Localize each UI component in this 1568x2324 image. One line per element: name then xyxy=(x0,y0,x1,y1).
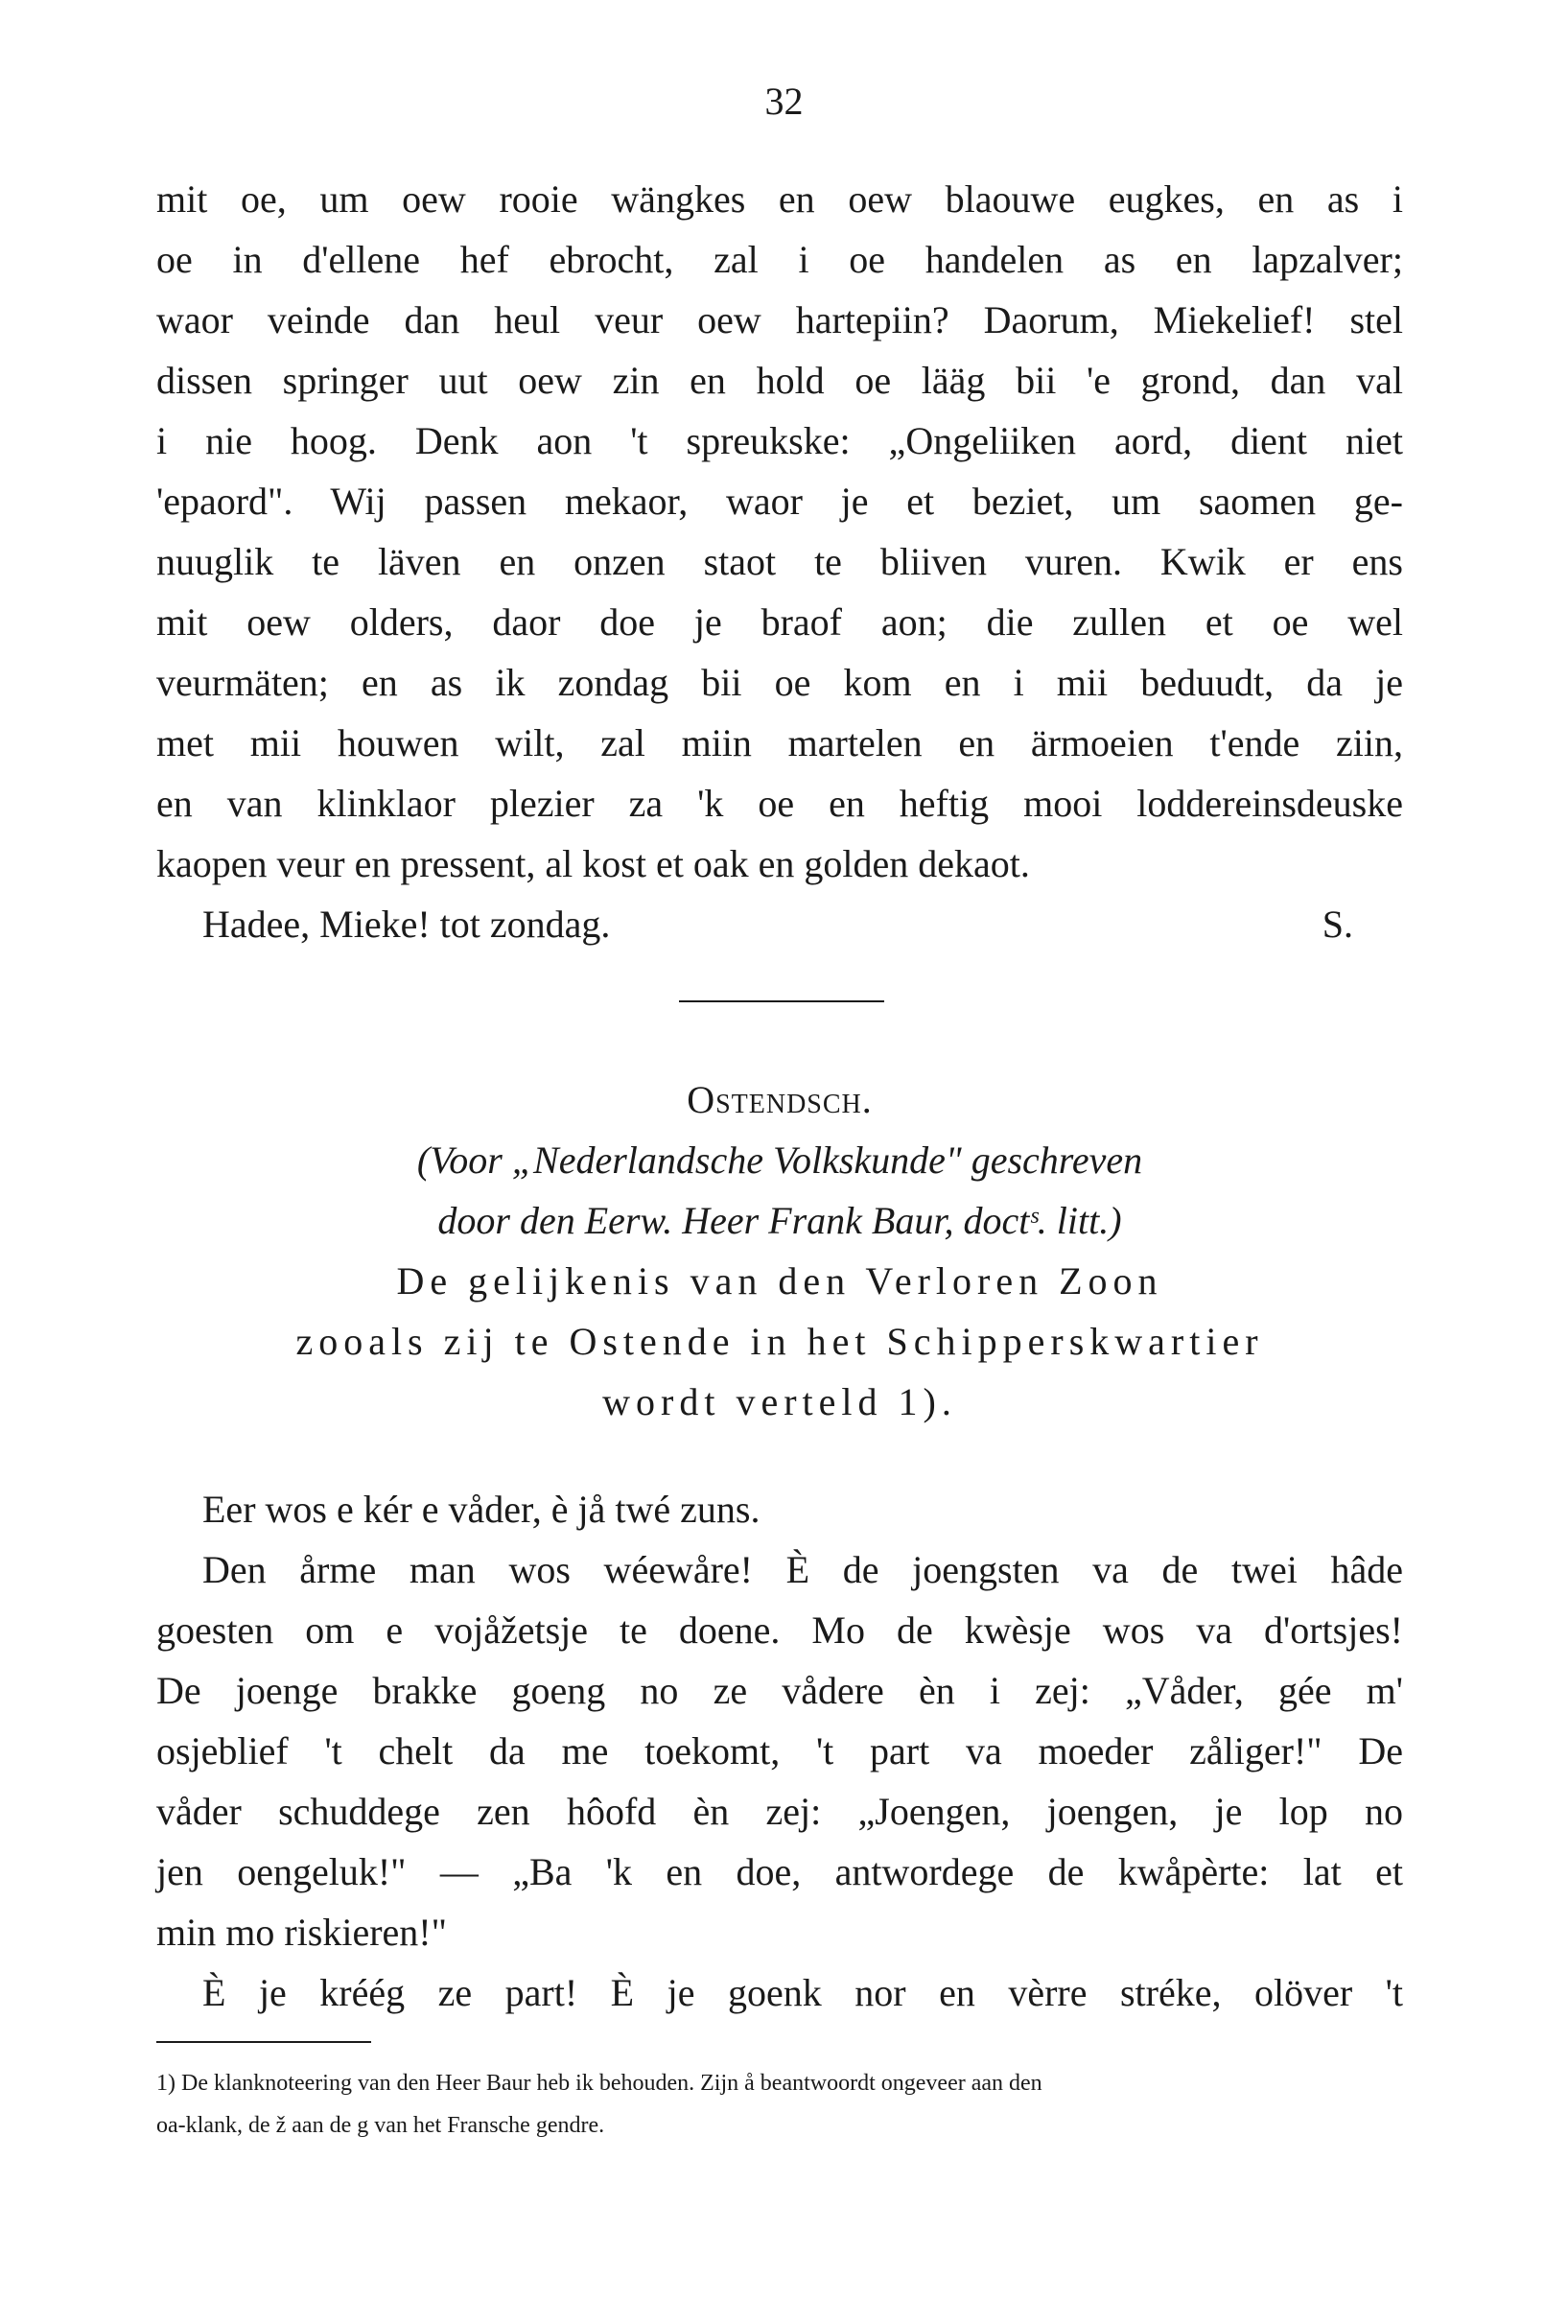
closing-signature: S. xyxy=(1322,903,1353,946)
text-line: waor veinde dan heul veur oew hartepiin? Daorum, Miekelief! stel xyxy=(156,298,1403,341)
story-heading-text: wordt verteld xyxy=(602,1380,883,1423)
text-line: 'epaord". Wij passen mekaor, waor je et beziet, um saomen ge- xyxy=(156,480,1403,523)
closing-greeting: Hadee, Mieke! tot zondag. xyxy=(202,903,611,946)
text-line: È je kréég ze part! È je goenk nor en vèrre stréke, olöver 't xyxy=(202,1971,1403,2014)
text-line: jen oengeluk!" — „Ba 'k en doe, antwordege de kwåpèrte: lat et xyxy=(156,1850,1403,1893)
closing-line xyxy=(156,894,1403,954)
text-line: De joenge brakke goeng no ze vådere èn i zej: „Våder, gée m' xyxy=(156,1669,1403,1712)
text-line: min mo riskieren!" xyxy=(156,1911,447,1954)
section-title: Ostendsch. xyxy=(687,1078,873,1121)
story-heading: De gelijkenis van den Verloren Zoon xyxy=(396,1259,1163,1303)
footnote-text: De klanknoteering van den Heer Baur heb ik behouden. Zijn å beantwoordt ongeveer aan den xyxy=(181,2071,1042,2096)
footnote-divider xyxy=(156,2041,371,2043)
text-line: met mii houwen wilt, zal miin martelen en ärmoeien t'ende ziin, xyxy=(156,721,1403,764)
text-line: veurmäten; en as ik zondag bii oe kom en i mii beduudt, da je xyxy=(156,661,1403,704)
story-heading: zooals zij te Ostende in het Schipperskwartier xyxy=(295,1320,1264,1363)
section-subtitle: (Voor „Nederlandsche Volkskunde" geschreven xyxy=(416,1139,1143,1182)
letter-body xyxy=(156,169,1403,954)
text-line: kaopen veur en pressent, al kost et oak en golden dekaot. xyxy=(156,842,1030,885)
text-line: goesten om e vojåžetsje te doene. Mo de kwèsje wos va d'ortsjes! xyxy=(156,1608,1403,1652)
text-line: i nie hoog. Denk aon 't spreukske: „Ongeliiken aord, dient niet xyxy=(156,419,1403,462)
text-line: en van klinklaor plezier za 'k oe en heftig mooi loddereinsdeuske xyxy=(156,782,1403,825)
text-line: nuuglik te läven en onzen staot te bliiven vuren. Kwik er ens xyxy=(156,540,1403,583)
text-line: osjeblief 't chelt da me toekomt, 't part va moeder zåliger!" De xyxy=(156,1729,1403,1772)
text-line: oe in d'ellene hef ebrocht, zal i oe handelen as en lapzalver; xyxy=(156,238,1403,281)
page-number: 32 xyxy=(764,80,804,123)
footnote-ref: 1). xyxy=(898,1380,957,1423)
story-body xyxy=(156,1479,1403,2023)
text-line: våder schuddege zen hôofd èn zej: „Joengen, joengen, je lop no xyxy=(156,1790,1403,1833)
story-heading xyxy=(156,1372,1403,1432)
text-line: Den årme man wos wéewåre! È de joengsten va de twei hâde xyxy=(202,1548,1403,1591)
text-line: dissen springer uut oew zin en hold oe lääg bii 'e grond, dan val xyxy=(156,359,1403,402)
footnote xyxy=(156,2062,1403,2147)
footnote-line xyxy=(156,2062,1403,2104)
section-subtitle: door den Eerw. Heer Frank Baur, doctˢ. litt.) xyxy=(437,1199,1122,1242)
section-header xyxy=(156,1069,1403,1432)
text-line: mit oe, um oew rooie wängkes en oew blaouwe eugkes, en as i xyxy=(156,177,1403,221)
section-divider xyxy=(679,1000,884,1002)
footnote-line: oa-klank, de ž aan de g van het Fransche gendre. xyxy=(156,2113,605,2138)
footnote-marker: 1) xyxy=(156,2071,176,2096)
text-line: mit oew olders, daor doe je braof aon; die zullen et oe wel xyxy=(156,600,1403,644)
text-line: Eer wos e kér e våder, è jå twé zuns. xyxy=(202,1488,761,1531)
